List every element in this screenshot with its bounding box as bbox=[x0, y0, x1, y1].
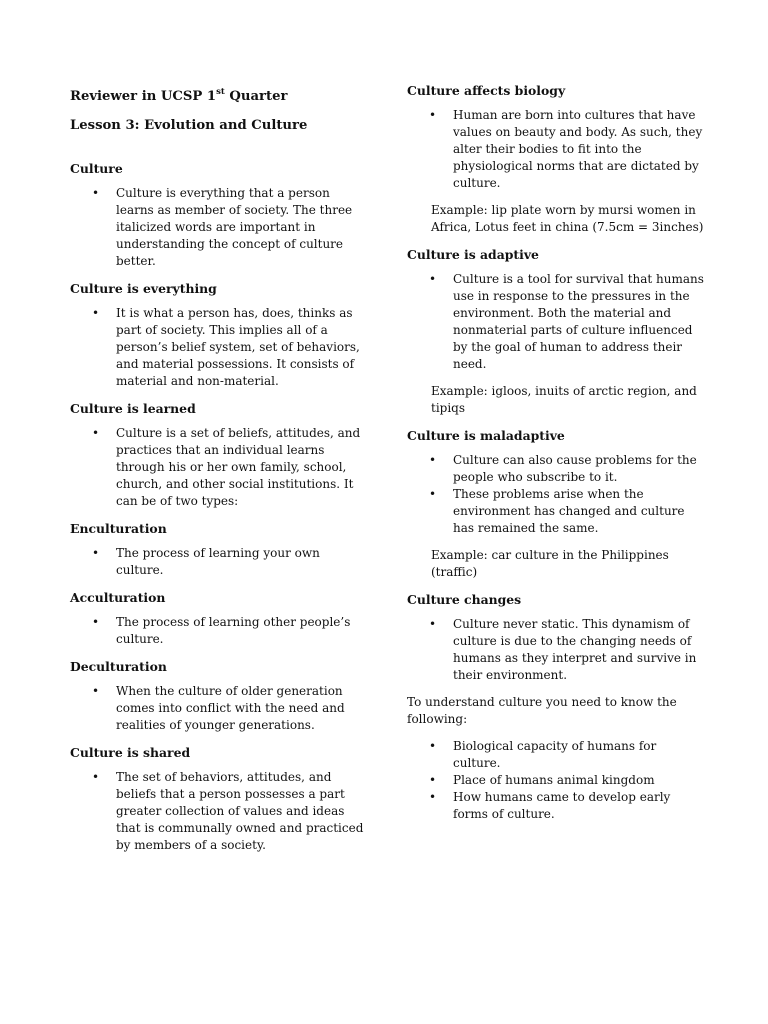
list-item bbox=[70, 425, 370, 510]
list-item bbox=[407, 789, 707, 823]
section-heading: Deculturation bbox=[70, 659, 167, 674]
list-item bbox=[407, 107, 707, 192]
list-item bbox=[70, 769, 370, 854]
section-culture-is-learned bbox=[70, 400, 370, 510]
section-culture-is-shared bbox=[70, 744, 370, 854]
section-enculturation bbox=[70, 520, 370, 579]
bullet-icon: • bbox=[92, 684, 100, 698]
list-item bbox=[407, 486, 707, 537]
bullet-icon: • bbox=[92, 546, 100, 560]
section-culture-is-adaptive bbox=[407, 246, 707, 417]
right-column bbox=[407, 82, 707, 833]
example-text: Example: car culture in the Philippines (traffic) bbox=[431, 548, 669, 579]
example-text: Example: lip plate worn by mursi women in Africa, Lotus feet in china (7.5cm = 3inches) bbox=[431, 203, 704, 234]
bullet-icon: • bbox=[429, 773, 437, 787]
document-title bbox=[70, 87, 370, 107]
bullet-list bbox=[70, 769, 370, 854]
section-heading: Culture bbox=[70, 161, 123, 176]
list-item-text: The set of behaviors, attitudes, and beliefs that a person possesses a part greater collection of values and ideas that is communally owned and practiced by members of a society. bbox=[116, 770, 364, 852]
bullet-list bbox=[70, 614, 370, 648]
left-column bbox=[70, 82, 370, 864]
closing-bullet-list bbox=[407, 738, 707, 823]
list-item bbox=[407, 738, 707, 772]
list-item bbox=[407, 271, 707, 373]
bullet-list bbox=[407, 616, 707, 684]
bullet-icon: • bbox=[92, 426, 100, 440]
bullet-list bbox=[407, 107, 707, 192]
list-item bbox=[70, 614, 370, 648]
title-superscript: st bbox=[216, 86, 225, 97]
bullet-list bbox=[70, 425, 370, 510]
section-culture-changes bbox=[407, 591, 707, 684]
bullet-icon: • bbox=[429, 617, 437, 631]
list-item-text: Culture is a set of beliefs, attitudes, and practices that an individual learns through his or her own family, school, church, and other social institutions. It can be of two types: bbox=[116, 426, 361, 508]
title-tail: Quarter bbox=[224, 89, 288, 104]
list-item-text: These problems arise when the environment has changed and culture has remained the same. bbox=[453, 487, 685, 535]
bullet-list bbox=[407, 452, 707, 537]
bullet-list bbox=[70, 545, 370, 579]
lesson-title: Lesson 3: Evolution and Culture bbox=[70, 118, 308, 133]
section-culture-is-everything bbox=[70, 280, 370, 390]
section-heading: Culture changes bbox=[407, 592, 522, 607]
bullet-icon: • bbox=[92, 615, 100, 629]
list-item-text: Place of humans animal kingdom bbox=[453, 773, 655, 787]
list-item-text: How humans came to develop early forms of culture. bbox=[453, 790, 671, 821]
list-item bbox=[70, 545, 370, 579]
list-item-text: Culture is everything that a person learns as member of society. The three italicized words are important in understanding the concept of culture better. bbox=[116, 186, 353, 268]
section-culture bbox=[70, 160, 370, 270]
bullet-icon: • bbox=[92, 186, 100, 200]
list-item-text: The process of learning other people’s culture. bbox=[116, 615, 351, 646]
section-culture-affects-biology bbox=[407, 82, 707, 236]
list-item bbox=[407, 452, 707, 486]
bullet-list bbox=[70, 185, 370, 270]
section-heading: Culture is shared bbox=[70, 745, 191, 760]
bullet-icon: • bbox=[92, 770, 100, 784]
section-acculturation bbox=[70, 589, 370, 648]
bullet-icon: • bbox=[429, 790, 437, 804]
list-item-text: Culture never static. This dynamism of culture is due to the changing needs of humans as they interpret and survive in their environment. bbox=[453, 617, 697, 682]
list-item bbox=[70, 683, 370, 734]
section-heading: Acculturation bbox=[70, 590, 166, 605]
section-deculturation bbox=[70, 658, 370, 734]
list-item-text: The process of learning your own culture. bbox=[116, 546, 320, 577]
bullet-list bbox=[70, 683, 370, 734]
section-heading: Culture is learned bbox=[70, 401, 196, 416]
bullet-icon: • bbox=[429, 108, 437, 122]
list-item-text: Biological capacity of humans for culture. bbox=[453, 739, 657, 770]
list-item-text: When the culture of older generation comes into conflict with the need and realities of younger generations. bbox=[116, 684, 345, 732]
list-item bbox=[407, 616, 707, 684]
section-heading: Culture is adaptive bbox=[407, 247, 539, 262]
example-text: Example: igloos, inuits of arctic region, and tipiqs bbox=[431, 384, 697, 415]
list-item-text: Culture can also cause problems for the people who subscribe to it. bbox=[453, 453, 697, 484]
bullet-list bbox=[70, 305, 370, 390]
bullet-icon: • bbox=[429, 739, 437, 753]
title-main: Reviewer in UCSP 1 bbox=[70, 89, 217, 104]
list-item bbox=[70, 185, 370, 270]
bullet-icon: • bbox=[429, 453, 437, 467]
section-heading: Enculturation bbox=[70, 521, 167, 536]
bullet-list bbox=[407, 271, 707, 373]
section-heading: Culture affects biology bbox=[407, 83, 566, 98]
list-item-text: Human are born into cultures that have values on beauty and body. As such, they alter their bodies to fit into the physiological norms that are dictated by culture. bbox=[453, 108, 703, 190]
section-culture-is-maladaptive bbox=[407, 427, 707, 581]
bullet-icon: • bbox=[429, 487, 437, 501]
list-item bbox=[70, 305, 370, 390]
section-heading: Culture is everything bbox=[70, 281, 217, 296]
section-heading: Culture is maladaptive bbox=[407, 428, 565, 443]
list-item-text: It is what a person has, does, thinks as part of society. This implies all of a person’s belief system, set of behaviors, and material possessions. It consists of material and non-material. bbox=[116, 306, 360, 388]
bullet-icon: • bbox=[429, 272, 437, 286]
closing-paragraph: To understand culture you need to know the following: bbox=[407, 695, 677, 726]
list-item-text: Culture is a tool for survival that humans use in response to the pressures in the environment. Both the material and nonmaterial parts of culture influenced by the goal of human to address their need. bbox=[453, 272, 704, 371]
bullet-icon: • bbox=[92, 306, 100, 320]
list-item bbox=[407, 772, 707, 789]
